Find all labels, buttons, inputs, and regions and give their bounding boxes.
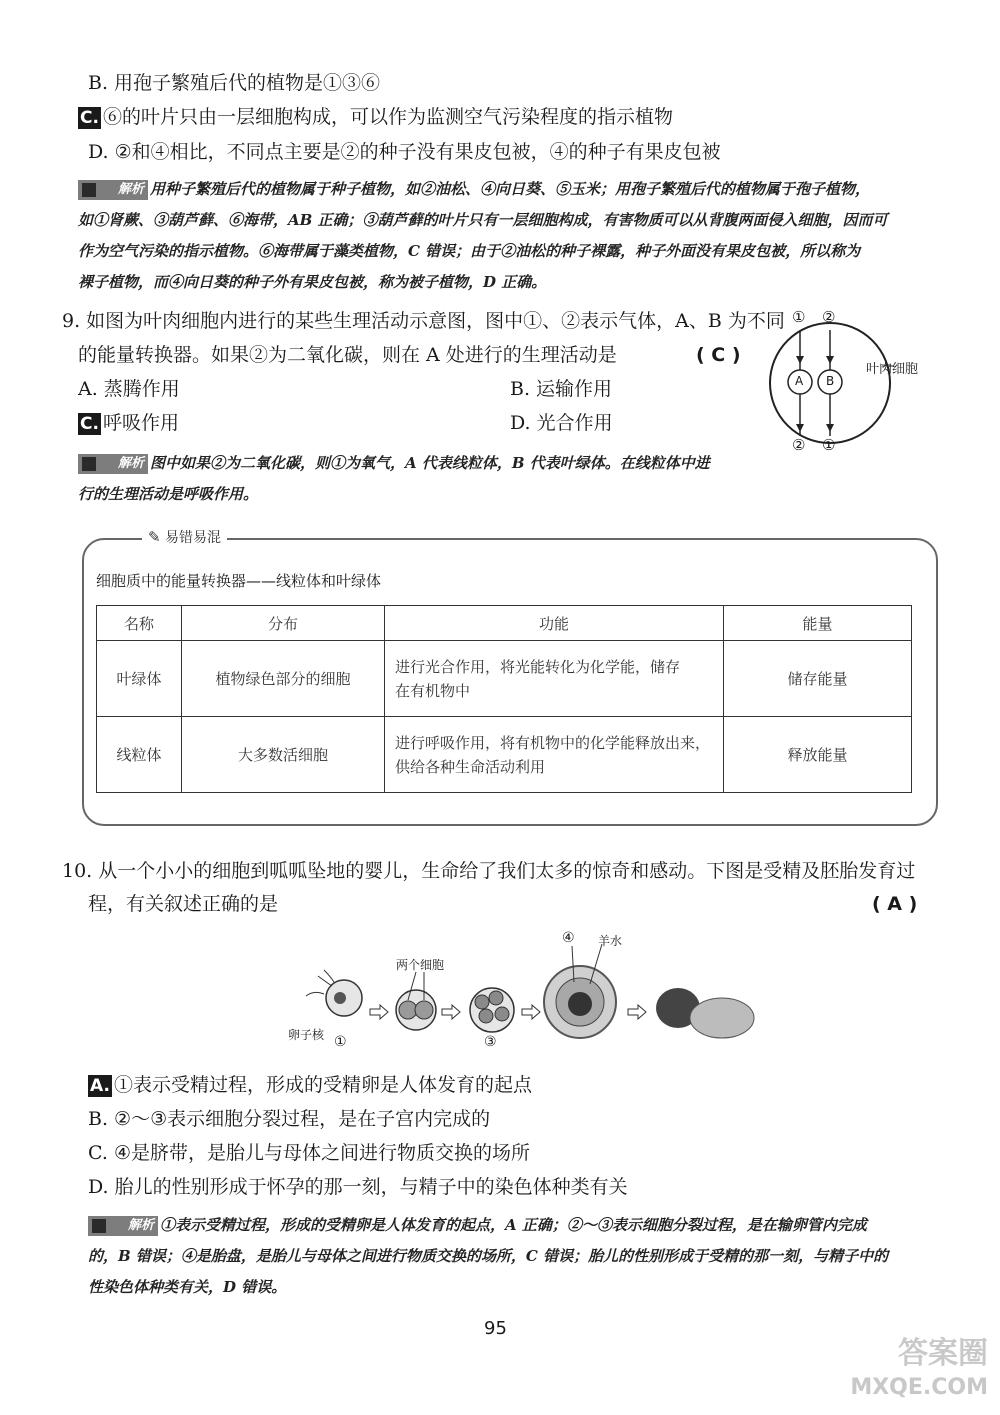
arrowhead bbox=[796, 356, 804, 364]
baby-body bbox=[690, 998, 754, 1038]
arrowhead bbox=[796, 424, 804, 432]
q10-option-a-text: ①表示受精过程，形成的受精卵是人体发育的起点 bbox=[113, 1074, 532, 1096]
cell bbox=[415, 1001, 433, 1019]
sperm bbox=[318, 976, 332, 986]
q10-explain-line: 的，B 错误；④是胎盘，是胎儿与母体之间进行物质交换的场所，C 错误；胎儿的性别形成于受精的那一刻，与精子中的 bbox=[88, 1247, 889, 1265]
q8-option-c bbox=[78, 104, 673, 130]
figure-label-egg-nucleus: 卵子核 bbox=[288, 1028, 325, 1042]
arrowhead bbox=[826, 424, 834, 432]
table-cell: 储存能量 bbox=[724, 641, 912, 717]
q8-option-c-text: ⑥的叶片只由一层细胞构成，可以作为监测空气污染程度的指示植物 bbox=[102, 106, 673, 128]
explanation-badge: 解析 bbox=[78, 454, 148, 474]
table-header: 功能 bbox=[385, 606, 724, 641]
tip-box-title: 细胞质中的能量转换器——线粒体和叶绿体 bbox=[96, 572, 382, 590]
table-header: 能量 bbox=[724, 606, 912, 641]
q8-explain-line: 作为空气污染的指示植物。⑥海带属于藻类植物，C 错误；由于②油松的种子裸露，种子外面没有果皮包被，所以称为 bbox=[78, 242, 861, 260]
table-row bbox=[97, 717, 912, 793]
sperm bbox=[306, 992, 324, 996]
q10-answer-mark: A. bbox=[90, 1076, 110, 1096]
q10-option-c: C. ④是脐带，是胎儿与母体之间进行物质交换的场所 bbox=[88, 1142, 530, 1164]
q9-stem-line2: 的能量转换器。如果②为二氧化碳，则在 A 处进行的生理活动是 bbox=[78, 344, 617, 366]
fertilization-figure-svg bbox=[296, 926, 766, 1056]
fetus bbox=[568, 992, 592, 1016]
stage-number: ③ bbox=[484, 1034, 497, 1050]
q10-stem-line2: 程，有关叙述正确的是 bbox=[88, 893, 279, 915]
table-cell: 植物绿色部分的细胞 bbox=[182, 641, 385, 717]
arrowhead bbox=[826, 356, 834, 364]
q10-explain-line: 性染色体种类有关，D 错误。 bbox=[88, 1278, 287, 1296]
figure-label-two-cells: 两个细胞 bbox=[396, 958, 445, 972]
arrow-icon bbox=[522, 1005, 540, 1019]
q10-explanation bbox=[88, 1210, 938, 1303]
q8-explain-line: 用种子繁殖后代的植物属于种子植物，如②油松、④向日葵、⑤玉米；用孢子繁殖后代的植物属于孢子植物， bbox=[150, 180, 871, 198]
watermark bbox=[850, 1337, 988, 1405]
watermark-logo: 答案圈 bbox=[898, 1336, 988, 1371]
table-cell bbox=[385, 641, 724, 717]
table-cell: 大多数活细胞 bbox=[182, 717, 385, 793]
cell bbox=[475, 995, 489, 1009]
q9-option-d: D. 光合作用 bbox=[510, 412, 613, 434]
q10-option-d: D. 胎儿的性别形成于怀孕的那一刻，与精子中的染色体种类有关 bbox=[88, 1176, 628, 1198]
arrow-icon bbox=[628, 1005, 646, 1019]
q10-stem-line1: 10. 从一个小小的细胞到呱呱坠地的婴儿，生命给了我们太多的惊奇和感动。下图是受精及胚胎发育过 bbox=[62, 860, 916, 882]
q9-option-c bbox=[78, 410, 179, 436]
table-cell bbox=[385, 717, 724, 793]
table-cell: 叶绿体 bbox=[97, 641, 182, 717]
stage-number: ④ bbox=[562, 930, 575, 946]
cell-label: 叶肉细胞 bbox=[866, 362, 919, 377]
leaf-cell-diagram-svg bbox=[762, 308, 942, 458]
arrow-icon bbox=[442, 1005, 460, 1019]
q9-answer: ( C ) bbox=[696, 344, 741, 366]
egg-nucleus bbox=[334, 992, 346, 1004]
q8-answer-mark: C. bbox=[80, 108, 99, 128]
table-cell-line: 供给各种生命活动利用 bbox=[395, 757, 546, 776]
cell bbox=[495, 1007, 509, 1021]
q9-explanation bbox=[78, 448, 778, 510]
cell bbox=[489, 991, 503, 1005]
q10-option-b: B. ②～③表示细胞分裂过程，是在子宫内完成的 bbox=[88, 1108, 491, 1130]
arrow-icon bbox=[370, 1005, 388, 1019]
diagram-label: ② bbox=[822, 308, 836, 326]
table-header: 名称 bbox=[97, 606, 182, 641]
q10-answer: ( A ) bbox=[872, 893, 918, 915]
table-header: 分布 bbox=[182, 606, 385, 641]
watermark-url: MXQE.COM bbox=[850, 1375, 988, 1400]
leaf-cell-diagram bbox=[762, 308, 942, 458]
cell bbox=[399, 1001, 417, 1019]
q8-explain-line: 裸子植物，而④向日葵的种子外有果皮包被，称为被子植物，D 正确。 bbox=[78, 273, 547, 291]
cell bbox=[479, 1009, 493, 1023]
page-number: 95 bbox=[484, 1318, 507, 1339]
table-cell: 释放能量 bbox=[724, 717, 912, 793]
sperm bbox=[324, 970, 334, 982]
q8-option-b: B. 用孢子繁殖后代的植物是①③⑥ bbox=[88, 72, 381, 94]
q8-explanation bbox=[78, 174, 938, 298]
diagram-label: ② bbox=[792, 436, 806, 454]
organelle-b-label: B bbox=[826, 374, 835, 388]
table-cell-line: 在有机物中 bbox=[395, 681, 471, 700]
q10-option-a bbox=[88, 1072, 532, 1098]
q9-option-c-text: 呼吸作用 bbox=[102, 412, 179, 434]
q9-option-a: A. 蒸腾作用 bbox=[78, 378, 180, 400]
organelle-table bbox=[96, 605, 912, 793]
q8-explain-line: 如①肾蕨、③葫芦藓、⑥海带，AB 正确；③葫芦藓的叶片只有一层细胞构成，有害物质可以从背腹两面侵入细胞，因而可 bbox=[78, 211, 888, 229]
tip-box-label bbox=[142, 527, 227, 547]
table-cell: 线粒体 bbox=[97, 717, 182, 793]
fertilization-figure bbox=[288, 926, 766, 1056]
explanation-badge: 解析 bbox=[88, 1216, 158, 1236]
q9-option-b: B. 运输作用 bbox=[510, 378, 613, 400]
figure-label-amniotic-fluid: 羊水 bbox=[598, 934, 623, 948]
stage-number: ① bbox=[334, 1034, 347, 1050]
tip-box-label-text: 易错易混 bbox=[165, 530, 222, 546]
explanation-badge: 解析 bbox=[78, 180, 148, 200]
diagram-label: ① bbox=[822, 436, 836, 454]
q9-explain-line: 图中如果②为二氧化碳，则①为氧气，A 代表线粒体，B 代表叶绿体。在线粒体中进 bbox=[150, 454, 710, 472]
table-cell-line: 进行光合作用，将光能转化为化学能，储存 bbox=[395, 657, 681, 676]
table-row bbox=[97, 641, 912, 717]
q9-answer-mark: C. bbox=[80, 414, 99, 434]
diagram-label: ① bbox=[792, 308, 806, 326]
table-header-row bbox=[97, 606, 912, 641]
pen-icon: ✎ bbox=[148, 528, 161, 546]
q8-option-d: D. ②和④相比，不同点主要是②的种子没有果皮包被，④的种子有果皮包被 bbox=[88, 141, 721, 163]
q9-stem-line1: 9. 如图为叶肉细胞内进行的某些生理活动示意图，图中①、②表示气体，A、B 为不同 bbox=[62, 310, 785, 332]
q9-explain-line: 行的生理活动是呼吸作用。 bbox=[78, 485, 259, 503]
q10-explain-line: ①表示受精过程，形成的受精卵是人体发育的起点，A 正确；②～③表示细胞分裂过程，是在输卵管内完成 bbox=[160, 1216, 867, 1234]
organelle-a-label: A bbox=[795, 374, 804, 388]
table-cell-line: 进行呼吸作用，将有机物中的化学能释放出来， bbox=[395, 733, 711, 752]
